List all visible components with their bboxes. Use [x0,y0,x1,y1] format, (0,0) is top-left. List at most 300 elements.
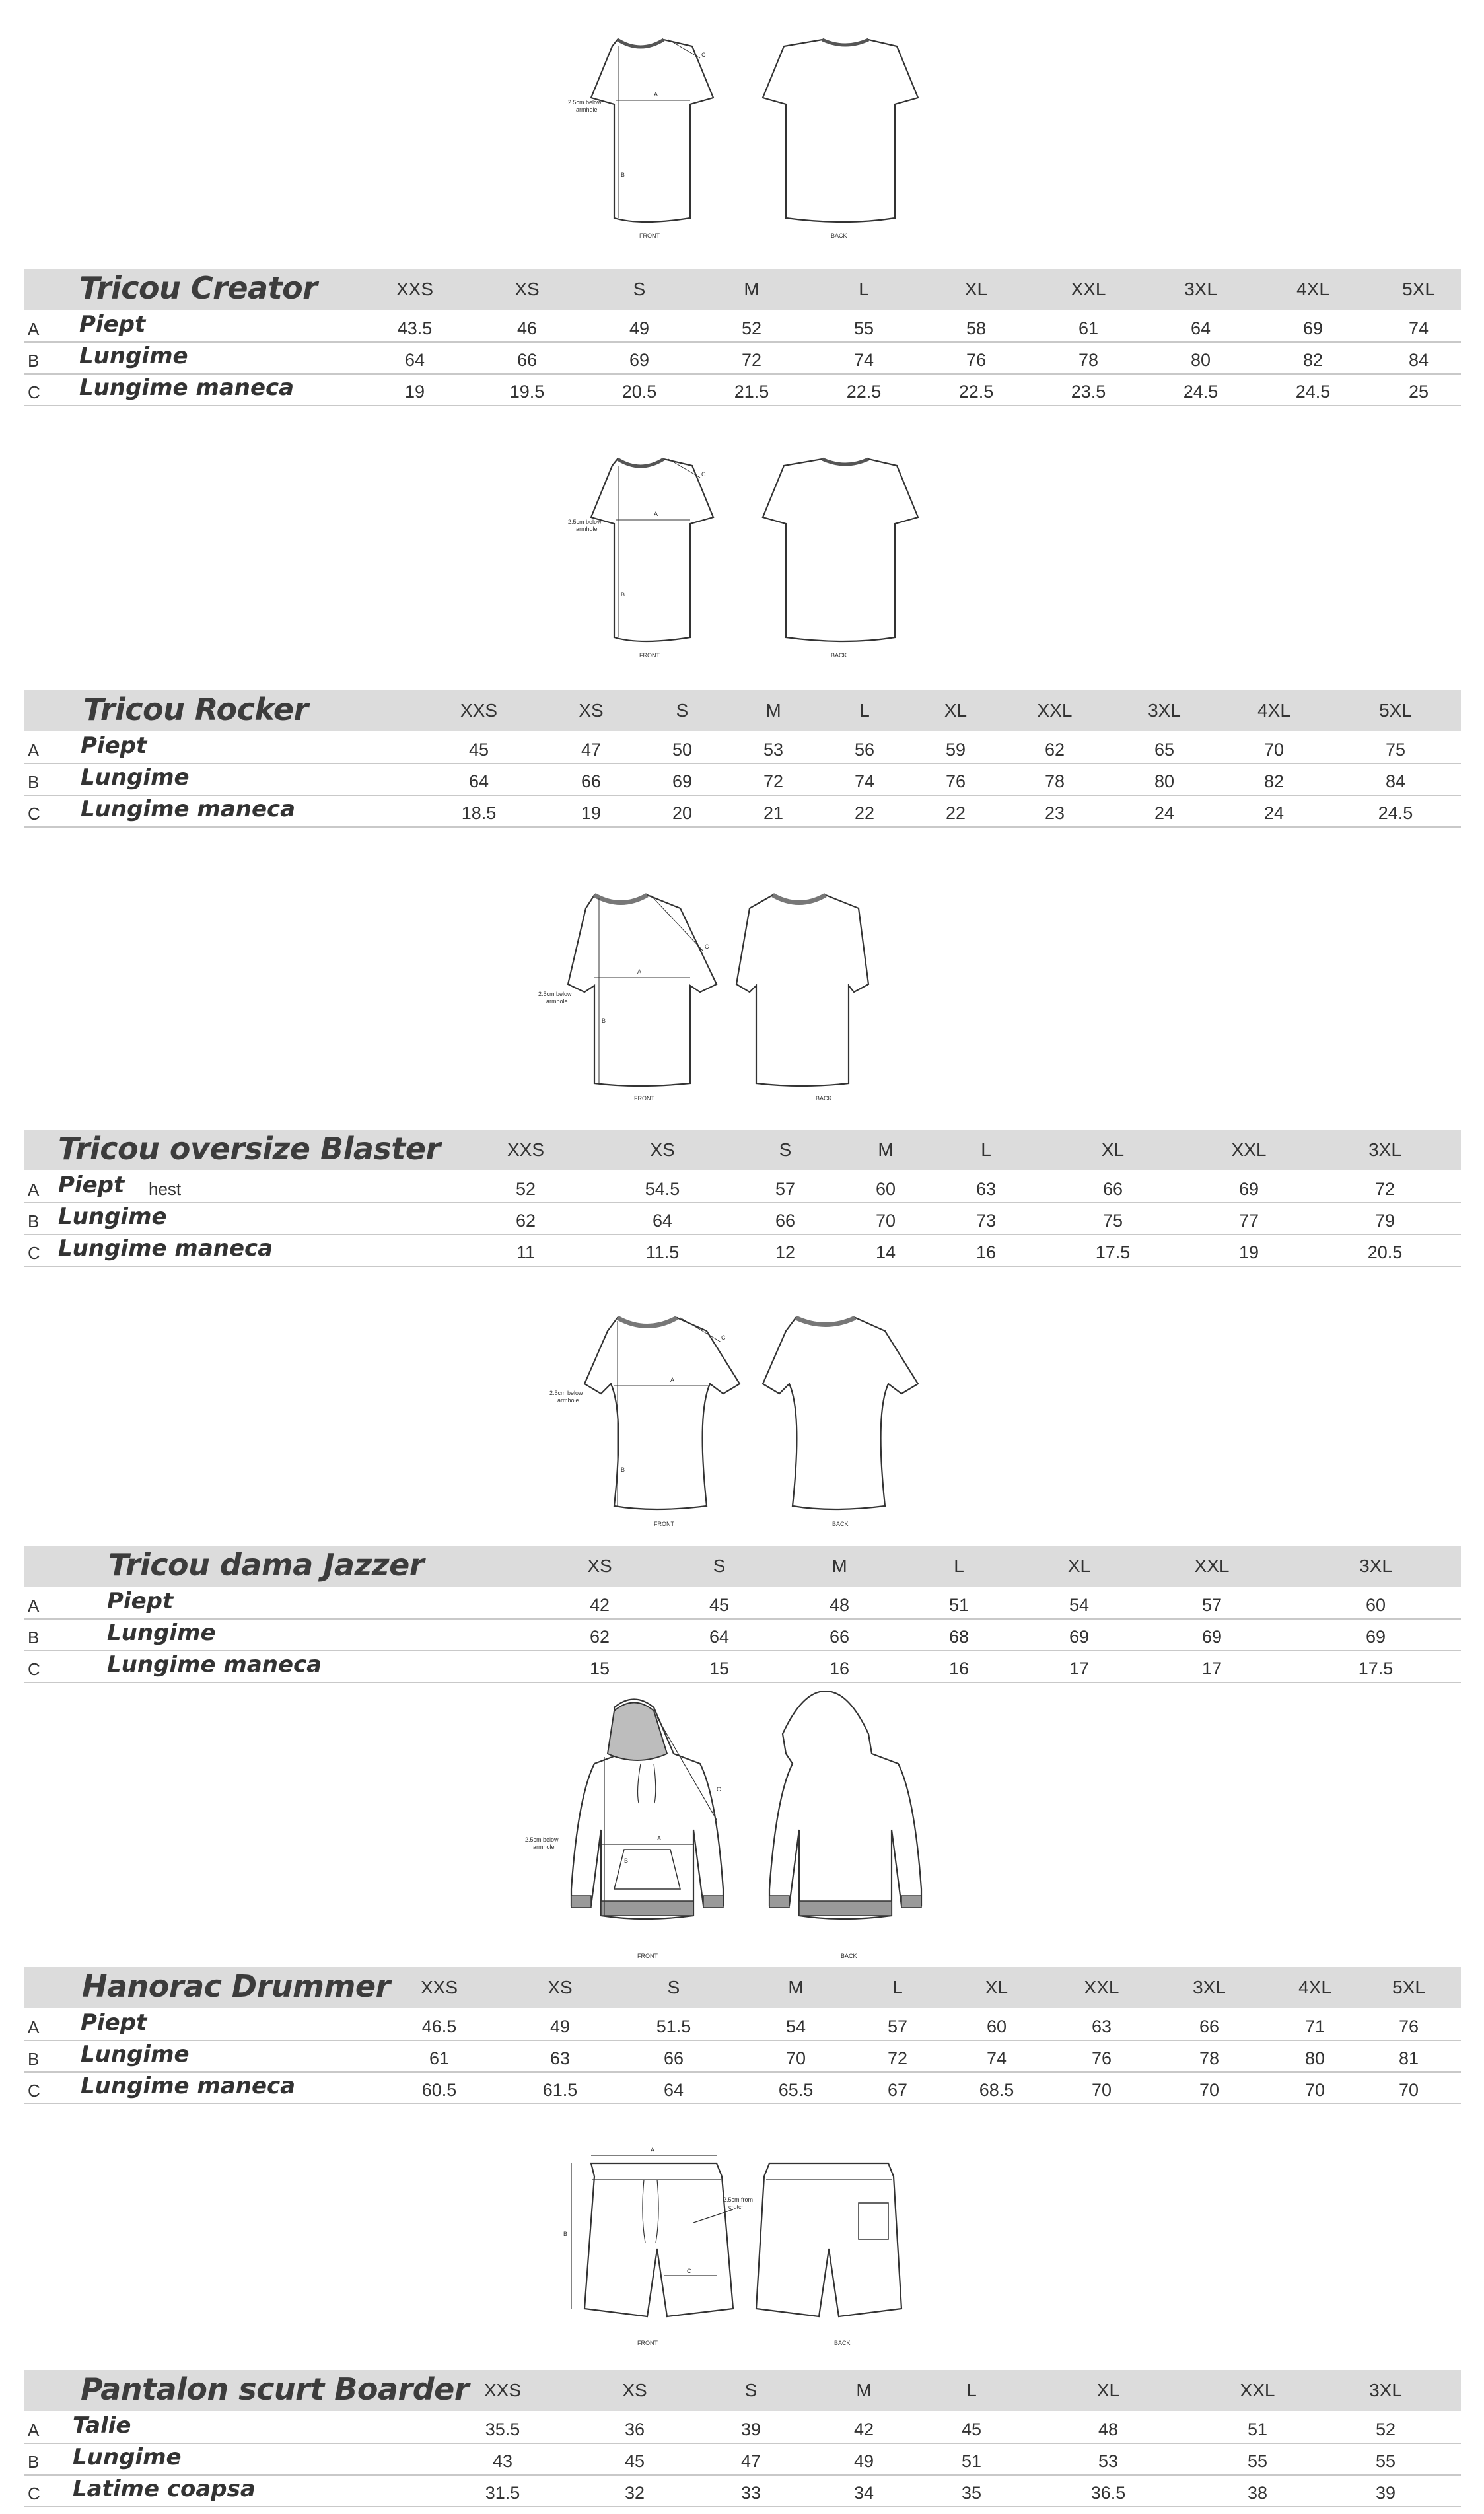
measurement-value: 20.5 [621,382,657,402]
measurement-value: 11 [516,1242,536,1262]
measurement-value: 76 [945,772,966,791]
measurement-value: 65.5 [778,2080,814,2100]
measurement-value: 66 [829,1627,850,1647]
size-header-s: S [744,2380,758,2400]
measurement-value: 69 [629,350,650,370]
measurement-value: 76 [1091,2048,1112,2068]
measurement-value: 73 [975,1211,997,1231]
measurement-value: 15 [709,1659,730,1678]
size-header-xxl: XXL [1071,279,1106,299]
measurement-name: Lungime maneca [81,796,296,822]
measurement-value: 52 [1375,2420,1396,2439]
measurement-value: 69 [1069,1627,1090,1647]
armhole-note-line1: 2.5cm below [568,99,602,106]
measurement-value: 16 [948,1659,970,1678]
size-header-m: M [831,1556,847,1576]
measurement-value: 69 [1302,318,1324,338]
measurement-value: 23 [1044,803,1065,823]
measurement-value: 24 [1154,803,1175,823]
measurement-value: 57 [775,1179,796,1199]
size-header-l: L [954,1556,964,1576]
size-header-xl: XL [964,279,988,299]
measurement-value: 35.5 [485,2420,520,2439]
row-letter: A [28,319,40,339]
size-header-s: S [676,700,689,721]
measurement-name: Lungime [73,2444,182,2470]
measurement-value: 64 [1190,318,1211,338]
size-table-boarder [24,2370,1461,2510]
size-header-3xl: 3XL [1148,700,1181,721]
measurement-value: 68.5 [979,2080,1014,2100]
row-letter: A [28,1596,40,1616]
armhole-note-line2: armhole [576,106,598,113]
size-header-l: L [859,700,870,721]
measurement-name: Lungime maneca [58,1235,273,1262]
measurement-value: 78 [1199,2048,1220,2068]
measurement-value: 82 [1263,772,1285,791]
front-caption: FRONT [637,1953,658,1959]
table-header [24,1130,1461,1170]
measurement-value: 35 [961,2483,982,2503]
measurement-name: Piept [107,1588,174,1614]
measurement-value: 51 [1247,2420,1268,2439]
product-title: Tricou Rocker [83,692,308,727]
label-c: C [687,2268,691,2274]
table-header [24,2370,1461,2411]
size-header-m: M [765,700,781,721]
measurement-value: 16 [975,1242,997,1262]
row-letter: A [28,2420,40,2440]
measurement-name: Piept [81,2009,147,2036]
measurement-value: 51.5 [656,2017,691,2036]
row-letter: B [28,2452,40,2472]
measurement-value: 61 [1078,318,1099,338]
measurement-value: 54 [1069,1595,1090,1615]
measurement-value: 17.5 [1358,1659,1394,1678]
measurement-value: 52 [515,1179,536,1199]
label-c: C [701,471,706,478]
measurement-value: 80 [1154,772,1175,791]
measurement-value: 24 [1263,803,1285,823]
size-header-xxs: XXS [420,1977,458,1997]
measurement-value: 74 [1408,318,1429,338]
armhole-note-line2: armhole [546,998,568,1005]
measurement-value: 12 [775,1242,796,1262]
measurement-value: 72 [887,2048,908,2068]
label-c: C [717,1786,721,1793]
measurement-value: 69 [1365,1627,1386,1647]
row-letter: A [28,1180,40,1200]
measurement-value: 45 [961,2420,982,2439]
measurement-value: 14 [875,1242,896,1262]
measurement-value: 64 [709,1627,730,1647]
measurement-value: 19 [1238,1242,1259,1262]
label-b: B [621,591,625,598]
measurement-value: 42 [589,1595,610,1615]
measurement-value: 80 [1190,350,1211,370]
measurement-value: 36.5 [1090,2483,1126,2503]
measurement-value: 24.5 [1378,803,1413,823]
tshirt-jazzer-illustration [548,1301,931,1536]
back-caption: BACK [816,1095,832,1102]
measurement-value: 70 [1398,2080,1419,2100]
product-title: Tricou Creator [79,270,318,306]
size-header-xxl: XXL [1194,1556,1230,1576]
measurement-value: 32 [624,2483,645,2503]
measurement-value: 61.5 [542,2080,578,2100]
measurement-value: 15 [589,1659,610,1678]
measurement-value: 51 [948,1595,970,1615]
measurement-value: 19 [581,803,602,823]
measurement-name: Lungime [58,1203,167,1230]
measurement-value: 53 [763,740,784,760]
label-a: A [637,968,642,975]
table-row [24,2071,1461,2104]
measurement-value: 70 [1199,2080,1220,2100]
table-row [24,731,1461,764]
product-title: Hanorac Drummer [82,1968,390,2004]
measurement-value: 57 [887,2017,908,2036]
back-caption: BACK [831,233,847,239]
size-header-s: S [633,279,646,299]
measurement-value: 79 [1374,1211,1396,1231]
row-letter: C [28,2484,40,2503]
table-row [24,2008,1461,2041]
measurement-value: 22.5 [846,382,882,402]
row-letter: B [28,772,40,792]
measurement-name: Piept [81,733,147,759]
size-header-s: S [667,1977,680,1997]
measurement-value: 66 [775,1211,796,1231]
size-header-l: L [981,1139,991,1160]
armhole-note-line1: 2.5cm below [549,1390,583,1396]
size-header-xl: XL [1067,1556,1091,1576]
label-c: C [705,943,709,950]
measurement-value: 59 [945,740,966,760]
measurement-value: 70 [1263,740,1285,760]
armhole-note-line1: 2.5cm below [538,991,572,997]
row-letter: B [28,1211,40,1231]
tshirt-rocker-illustration [555,439,938,667]
measurement-name: Lungime maneca [81,2073,296,2099]
measurement-value: 74 [986,2048,1007,2068]
table-row [24,310,1461,343]
measurement-value: 20.5 [1367,1242,1403,1262]
measurement-value: 70 [785,2048,806,2068]
measurement-value: 49 [853,2451,874,2471]
measurement-value: 62 [589,1627,610,1647]
measurement-value: 69 [1201,1627,1222,1647]
table-row [24,763,1461,796]
size-header-xl: XL [1096,2380,1120,2400]
measurement-value: 69 [672,772,693,791]
measurement-value: 72 [1374,1179,1396,1199]
label-c: C [721,1334,726,1341]
measurement-value: 25 [1408,382,1429,402]
label-b: B [563,2231,568,2237]
measurement-value: 38 [1247,2483,1268,2503]
size-table-drummer [24,1967,1461,2107]
size-header-xxs: XXS [507,1139,545,1160]
size-header-4xl: 4XL [1257,700,1290,721]
label-b: B [624,1857,629,1864]
measurement-value: 55 [1247,2451,1268,2471]
measurement-value: 21.5 [734,382,769,402]
size-header-xl: XL [1101,1139,1125,1160]
row-letter: C [28,382,40,402]
size-header-xl: XL [985,1977,1008,1997]
measurement-value: 42 [853,2420,874,2439]
measurement-note: hest [149,1179,182,1199]
size-header-s: S [779,1139,792,1160]
row-letter: A [28,740,40,760]
measurement-value: 56 [854,740,875,760]
armhole-note-line2: armhole [533,1844,555,1850]
measurement-value: 76 [1398,2017,1419,2036]
size-header-3xl: 3XL [1368,1139,1401,1160]
front-caption: FRONT [654,1521,674,1527]
size-header-m: M [744,279,760,299]
measurement-value: 49 [549,2017,571,2036]
front-caption: FRONT [637,2340,658,2346]
measurement-value: 45 [468,740,489,760]
label-c: C [701,52,706,58]
row-letter: B [28,351,40,371]
measurement-value: 17.5 [1095,1242,1131,1262]
measurement-name: Lungime maneca [107,1651,322,1678]
label-b: B [602,1017,606,1024]
measurement-value: 64 [663,2080,684,2100]
measurement-value: 66 [581,772,602,791]
measurement-name: Piept [58,1172,125,1198]
table-row [24,2040,1461,2073]
table-row [24,2411,1461,2444]
measurement-value: 57 [1201,1595,1222,1615]
table-row [24,373,1461,406]
measurement-value: 21 [763,803,784,823]
size-header-xs: XS [548,1977,573,1997]
measurement-value: 84 [1385,772,1406,791]
measurement-value: 64 [468,772,489,791]
size-header-3xl: 3XL [1193,1977,1226,1997]
measurement-value: 23.5 [1071,382,1106,402]
measurement-value: 80 [1304,2048,1325,2068]
measurement-value: 34 [853,2483,874,2503]
row-letter: B [28,1628,40,1647]
back-caption: BACK [841,1953,857,1959]
measurement-value: 70 [875,1211,896,1231]
measurement-value: 39 [1375,2483,1396,2503]
size-header-xs: XS [622,2380,647,2400]
armhole-note-line1: 2.5cm below [568,519,602,525]
measurement-value: 78 [1078,350,1099,370]
measurement-value: 63 [975,1179,997,1199]
measurement-value: 51 [961,2451,982,2471]
crotch-note-line1: 2.5cm from [723,2196,754,2203]
measurement-value: 71 [1304,2017,1325,2036]
table-row [24,1202,1461,1235]
front-caption: FRONT [634,1095,654,1102]
measurement-value: 69 [1238,1179,1259,1199]
measurement-value: 17 [1069,1659,1090,1678]
size-header-xs: XS [514,279,540,299]
size-header-xs: XS [650,1139,675,1160]
measurement-name: Lungime [107,1620,216,1646]
measurement-value: 18.5 [461,803,497,823]
table-row [24,1234,1461,1267]
label-a: A [651,2147,655,2153]
measurement-name: Lungime [79,343,188,369]
back-caption: BACK [831,652,847,659]
measurement-value: 48 [1098,2420,1119,2439]
size-table-blaster [24,1130,1461,1270]
measurement-value: 17 [1201,1659,1222,1678]
measurement-name: Lungime [81,764,190,791]
front-caption: FRONT [639,233,660,239]
size-header-s: S [713,1556,726,1576]
measurement-value: 72 [763,772,784,791]
armhole-note-line2: armhole [557,1397,579,1404]
table-row [24,341,1461,375]
measurement-value: 76 [966,350,987,370]
measurement-value: 70 [1091,2080,1112,2100]
product-title: Pantalon scurt Boarder [81,2371,470,2407]
label-a: A [654,511,658,517]
table-header [24,1967,1461,2008]
tshirt-blaster-illustration [538,879,921,1106]
size-header-5xl: 5XL [1392,1977,1425,1997]
table-row [24,795,1461,828]
measurement-value: 58 [966,318,987,338]
measurement-value: 43.5 [397,318,433,338]
measurement-value: 77 [1238,1211,1259,1231]
table-header [24,269,1461,310]
measurement-value: 84 [1408,350,1429,370]
tshirt-creator-illustration [555,20,938,248]
table-row [24,2443,1461,2476]
measurement-value: 49 [629,318,650,338]
size-header-xs: XS [579,700,604,721]
measurement-value: 68 [948,1627,970,1647]
measurement-name: Lungime [81,2041,190,2067]
measurement-value: 72 [741,350,762,370]
measurement-value: 36 [624,2420,645,2439]
measurement-value: 50 [672,740,693,760]
table-header [24,690,1461,731]
measurement-value: 61 [429,2048,450,2068]
row-letter: B [28,2049,40,2069]
measurement-value: 46 [516,318,538,338]
size-header-xxl: XXL [1084,1977,1119,1997]
row-letter: C [28,2081,40,2101]
size-header-xxs: XXS [396,279,434,299]
label-b: B [621,172,625,178]
size-header-m: M [788,1977,804,1997]
measurement-value: 65 [1154,740,1175,760]
measurement-value: 19.5 [509,382,545,402]
size-header-3xl: 3XL [1359,1556,1392,1576]
measurement-value: 31.5 [485,2483,520,2503]
size-header-3xl: 3XL [1369,2380,1402,2400]
measurement-value: 48 [829,1595,850,1615]
size-header-5xl: 5XL [1402,279,1435,299]
measurement-value: 54 [785,2017,806,2036]
measurement-value: 66 [1102,1179,1123,1199]
table-row [24,1170,1461,1203]
table-row [24,2474,1461,2507]
measurement-value: 82 [1302,350,1324,370]
size-header-xxs: XXS [483,2380,522,2400]
measurement-value: 66 [516,350,538,370]
size-table-creator [24,269,1461,409]
size-header-l: L [966,2380,977,2400]
measurement-value: 55 [1375,2451,1396,2471]
measurement-value: 20 [672,803,693,823]
measurement-value: 19 [404,382,425,402]
row-letter: C [28,1659,40,1679]
shorts-boarder-illustration [558,2143,928,2352]
label-a: A [657,1835,662,1842]
measurement-value: 74 [853,350,874,370]
measurement-value: 22.5 [958,382,994,402]
measurement-value: 60 [986,2017,1007,2036]
size-header-xxl: XXL [1037,700,1073,721]
row-letter: C [28,804,40,824]
row-letter: C [28,1243,40,1263]
measurement-value: 11.5 [645,1242,680,1262]
armhole-note-line2: armhole [576,526,598,532]
measurement-value: 39 [740,2420,761,2439]
size-header-xxl: XXL [1240,2380,1275,2400]
measurement-value: 67 [887,2080,908,2100]
measurement-value: 45 [709,1595,730,1615]
measurement-name: Talie [73,2412,131,2439]
measurement-value: 43 [492,2451,513,2471]
measurement-name: Piept [79,311,146,338]
table-header [24,1546,1461,1587]
hoodie-drummer-illustration [525,1691,935,1965]
measurement-value: 47 [740,2451,761,2471]
armhole-note-line1: 2.5cm below [525,1836,559,1843]
measurement-value: 62 [1044,740,1065,760]
label-a: A [670,1377,675,1383]
table-row [24,1587,1461,1620]
measurement-value: 74 [854,772,875,791]
measurement-value: 60 [875,1179,896,1199]
measurement-name: Lungime maneca [79,375,295,401]
size-header-3xl: 3XL [1184,279,1217,299]
measurement-value: 63 [1091,2017,1112,2036]
back-caption: BACK [832,1521,849,1527]
crotch-note-line2: crotch [728,2204,745,2210]
size-header-xxl: XXL [1231,1139,1267,1160]
measurement-value: 54.5 [645,1179,680,1199]
measurement-value: 70 [1304,2080,1325,2100]
measurement-name: Latime coapsa [73,2476,256,2502]
product-title: Tricou dama Jazzer [108,1547,424,1583]
table-row [24,1650,1461,1683]
measurement-value: 66 [663,2048,684,2068]
row-letter: A [28,2017,40,2037]
measurement-value: 63 [549,2048,571,2068]
measurement-value: 47 [581,740,602,760]
table-row [24,1618,1461,1651]
size-header-m: M [856,2380,872,2400]
measurement-value: 53 [1098,2451,1119,2471]
measurement-value: 16 [829,1659,850,1678]
measurement-value: 22 [945,803,966,823]
measurement-value: 33 [740,2483,761,2503]
